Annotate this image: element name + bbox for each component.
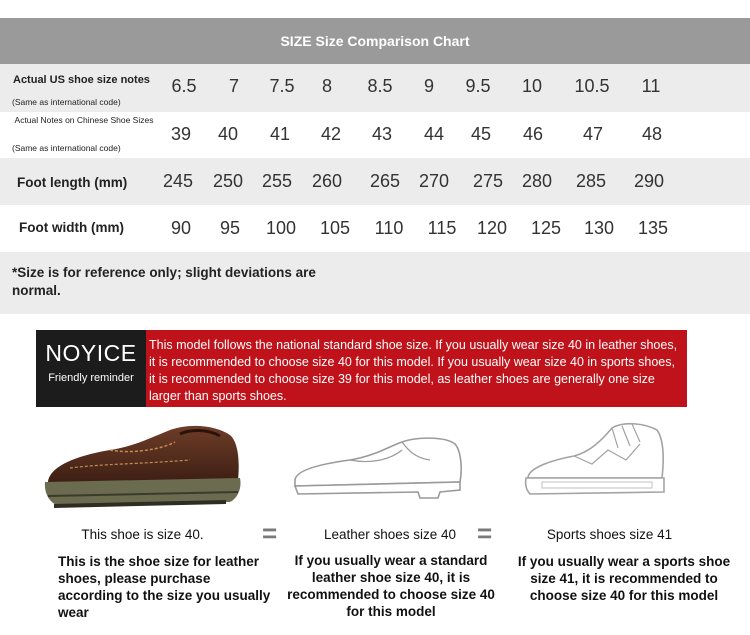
cell: 270	[418, 171, 450, 191]
cell: 8.5	[367, 76, 393, 96]
row-label-foot-width: Foot width (mm)	[19, 220, 124, 235]
cell: 9.5	[465, 76, 491, 96]
cell: 10.5	[574, 76, 610, 96]
cell: 10	[521, 76, 543, 96]
row-label-us-size: Actual US shoe size notes	[13, 74, 150, 86]
cell: 41	[269, 124, 291, 144]
equals-sign: =	[477, 518, 493, 548]
caption-sports-shoes: Sports shoes size 41	[546, 527, 673, 542]
cell: 100	[265, 218, 297, 238]
cell: 44	[423, 124, 445, 144]
equals-sign: =	[262, 518, 278, 548]
table-row-us-size	[0, 64, 750, 112]
cell: 47	[582, 124, 604, 144]
product-shoe-icon	[40, 420, 245, 515]
caption-leather-shoes: Leather shoes size 40	[323, 527, 457, 542]
cell: 280	[521, 171, 553, 191]
cell: 40	[217, 124, 239, 144]
size-note: *Size is for reference only; slight deviations are normal.	[12, 265, 316, 298]
table-row-cn-size	[0, 112, 750, 158]
cell: 42	[320, 124, 342, 144]
row-label-cn-size: Actual Notes on Chinese Shoe Sizes	[14, 115, 154, 125]
size-chart-title: SIZE Size Comparison Chart	[0, 18, 750, 64]
cell: 7.5	[269, 76, 295, 96]
size-note-area	[0, 252, 750, 314]
caption-this-shoe: This shoe is size 40.	[81, 527, 204, 542]
cell: 125	[530, 218, 562, 238]
brand-box	[36, 330, 146, 407]
row-note-cn-size: (Same as international code)	[12, 143, 121, 153]
cell: 7	[228, 76, 239, 96]
brand-name: NOYICE	[45, 340, 137, 366]
cell: 115	[427, 218, 457, 238]
cell: 260	[311, 171, 343, 191]
cell: 39	[170, 124, 192, 144]
cell: 265	[369, 171, 401, 191]
table-row-foot-width	[0, 205, 750, 252]
cell: 6.5	[171, 76, 197, 96]
cell: 90	[170, 218, 192, 238]
cell: 135	[637, 218, 669, 238]
reminder-text: This model follows the national standard shoe size. If you usually wear size 40 in leather shoes, it is recommended to choose size 40 for this model. If you usually wear size 40 in sports shoes, it is recommended to choose size 39 for this model, as leather shoes are generally one size larger than sports shoes.	[146, 330, 687, 407]
cell: 120	[476, 218, 508, 238]
cell: 11	[641, 76, 661, 96]
cell: 245	[162, 171, 194, 191]
cell: 105	[319, 218, 351, 238]
cell: 285	[575, 171, 607, 191]
leather-shoe-icon	[290, 432, 465, 502]
cell: 255	[261, 171, 293, 191]
table-row-foot-length	[0, 158, 750, 205]
cell: 8	[321, 76, 332, 96]
cell: 9	[423, 76, 434, 96]
desc-sports-shoes: If you usually wear a sports shoe size 41, it is recommended to choose size 40 for this model	[517, 554, 731, 603]
cell: 95	[219, 218, 241, 238]
cell: 250	[212, 171, 244, 191]
cell: 110	[374, 218, 404, 238]
row-label-foot-length: Foot length (mm)	[17, 175, 128, 190]
cell: 45	[470, 124, 492, 144]
top-strip	[0, 0, 750, 18]
row-note-us-size: (Same as international code)	[12, 97, 121, 107]
cell: 130	[583, 218, 615, 238]
cell: 43	[371, 124, 393, 144]
cell: 46	[522, 124, 544, 144]
friendly-reminder-label: Friendly reminder	[48, 372, 134, 384]
sports-shoe-icon	[522, 420, 667, 502]
desc-leather-shoes: If you usually wear a standard leather shoe size 40, it is recommended to choose size 40 for this model	[287, 553, 495, 619]
cell: 48	[641, 124, 663, 144]
cell: 275	[472, 171, 504, 191]
desc-this-shoe: This is the shoe size for leather shoes, please purchase according to the size you usually wear	[58, 554, 271, 620]
cell: 290	[633, 171, 665, 191]
